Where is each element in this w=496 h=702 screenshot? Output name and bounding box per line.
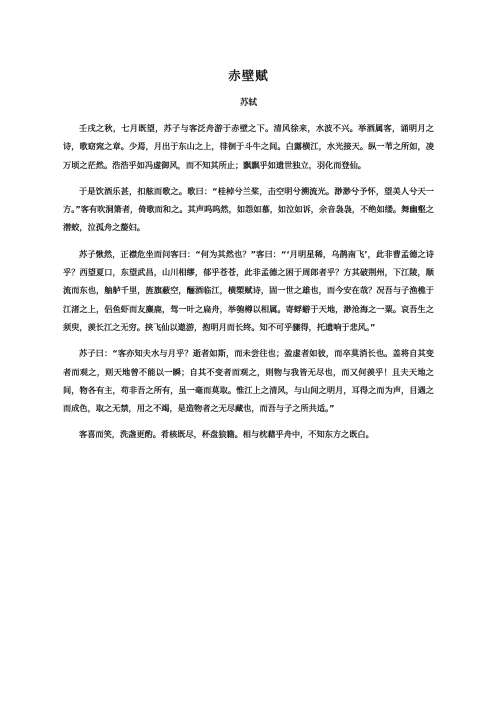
document-author: 苏轼 (239, 98, 257, 108)
paragraph-1: 壬戌之秋，七月既望，苏子与客泛舟游于赤壁之下。清风徐来，水波不兴。举酒属客，诵明月之诗，歌窈窕之章。少焉，月出于东山之上，徘徊于斗牛之间。白露横江，水光接天。纵一苇之所如，凌万顷之茫然。浩浩乎如冯虚御风，而不知其所止；飘飘乎如遗世独立，羽化而登仙。 (63, 123, 434, 170)
document-title: 赤壁赋 (228, 68, 269, 83)
paragraph-3: 苏子愀然，正襟危坐而问客曰：“何为其然也？”客曰：“‘月明星稀，乌鹊南飞’，此非曹孟德之诗乎？西望夏口，东望武昌，山川相缪，郁乎苍苍，此非孟德之困于周郎者乎？方其破荆州，下江陵，顺流而东也，舳舻千里，旌旗蔽空，酾酒临江，横槊赋诗，固一世之雄也，而今安在哉？况吾与子渔樵于江渚之上，侣鱼虾而友麋鹿，驾一叶之扁舟，举匏樽以相属。寄蜉蝣于天地，渺沧海之一粟。哀吾生之须臾，羡长江之无穷。挟飞仙以遨游，抱明月而长终。知不可乎骤得，托遗响于悲风。” (63, 248, 434, 332)
paragraph-4: 苏子曰：“客亦知夫水与月乎？逝者如斯，而未尝往也；盈虚者如彼，而卒莫消长也。盖将自其变者而观之，则天地曾不能以一瞬；自其不变者而观之，则物与我皆无尽也，而又何羡乎！且夫天地之间，物各有主，苟非吾之所有，虽一毫而莫取。惟江上之清风，与山间之明月，耳得之而为声，目遇之而成色，取之无禁，用之不竭，是造物者之无尽藏也，而吾与子之所共适。” (63, 348, 434, 414)
paragraph-2: 于是饮酒乐甚，扣舷而歌之。歌曰：“桂棹兮兰桨，击空明兮溯流光。渺渺兮予怀，望美人兮天一方。”客有吹洞箫者，倚歌而和之。其声呜呜然，如怨如慕，如泣如诉，余音袅袅，不绝如缕。舞幽壑之潜蛟，泣孤舟之嫠妇。 (63, 185, 434, 233)
paragraph-5: 客喜而笑，洗盏更酌。肴核既尽，杯盘狼籍。相与枕藉乎舟中，不知东方之既白。 (79, 429, 374, 440)
